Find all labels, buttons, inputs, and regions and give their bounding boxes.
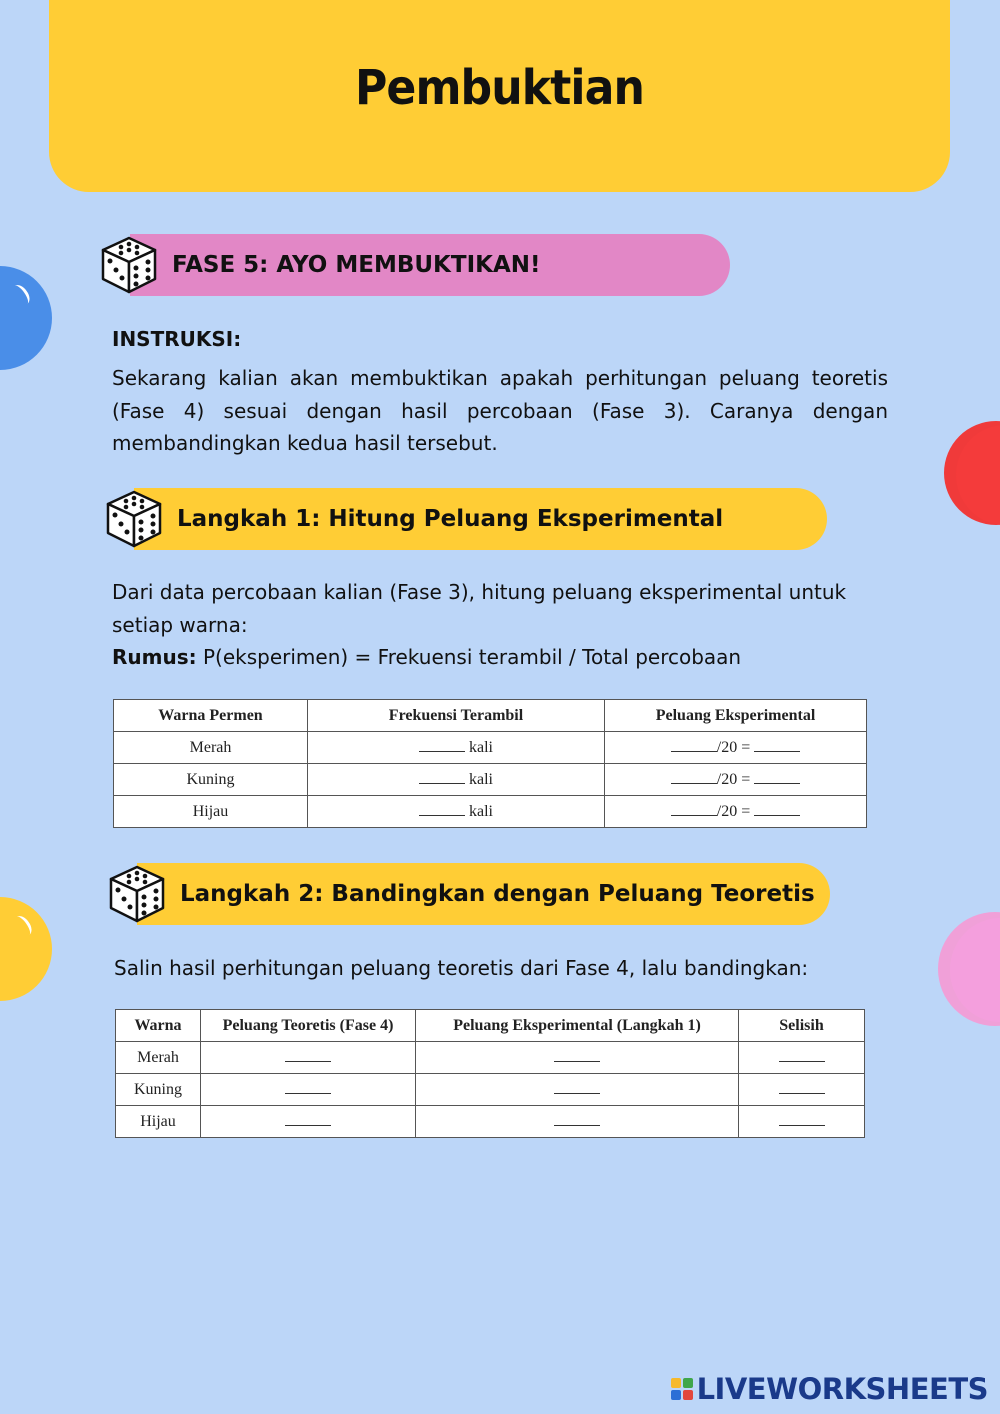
- table-row: [116, 1074, 865, 1106]
- table-header: Selisih: [739, 1010, 865, 1042]
- color-cell: Hijau: [116, 1106, 201, 1138]
- dice-icon: [106, 863, 168, 925]
- probability-cell[interactable]: [605, 764, 867, 796]
- blank-field[interactable]: [554, 1114, 600, 1126]
- step1-banner: [134, 488, 827, 550]
- probability-cell[interactable]: [605, 732, 867, 764]
- blank-field[interactable]: [419, 738, 465, 752]
- experimental-probability-table: [113, 699, 867, 828]
- formula-label: Rumus:: [112, 645, 197, 669]
- blank-field[interactable]: [671, 770, 717, 784]
- table-header: Peluang Teoretis (Fase 4): [201, 1010, 416, 1042]
- table-header: Peluang Eksperimental: [605, 700, 867, 732]
- difference-cell[interactable]: [739, 1042, 865, 1074]
- theoretical-cell[interactable]: [201, 1042, 416, 1074]
- theoretical-cell[interactable]: [201, 1106, 416, 1138]
- yellow-bubble-decoration: [0, 897, 52, 1001]
- frequency-unit: kali: [469, 803, 493, 820]
- table-header: Frekuensi Terambil: [308, 700, 605, 732]
- frequency-unit: kali: [469, 739, 493, 756]
- table-row: [114, 732, 867, 764]
- theoretical-cell[interactable]: [201, 1074, 416, 1106]
- color-cell: Merah: [114, 732, 308, 764]
- blank-field[interactable]: [754, 770, 800, 784]
- color-cell: Kuning: [116, 1074, 201, 1106]
- color-cell: Kuning: [114, 764, 308, 796]
- liveworksheets-logo-icon: [671, 1378, 693, 1400]
- page-title: Pembuktian: [354, 60, 645, 116]
- phase-title: FASE 5: AYO MEMBUKTIKAN!: [172, 252, 541, 278]
- blank-field[interactable]: [754, 802, 800, 816]
- color-cell: Merah: [116, 1042, 201, 1074]
- phase-banner: [130, 234, 730, 296]
- experimental-cell[interactable]: [416, 1106, 739, 1138]
- blank-field[interactable]: [419, 802, 465, 816]
- frequency-cell[interactable]: [308, 796, 605, 828]
- table-header: Warna: [116, 1010, 201, 1042]
- probability-denominator: /20 =: [716, 739, 751, 756]
- blank-field[interactable]: [285, 1114, 331, 1126]
- table-row: [114, 796, 867, 828]
- blank-field[interactable]: [285, 1082, 331, 1094]
- blank-field[interactable]: [419, 770, 465, 784]
- frequency-cell[interactable]: [308, 764, 605, 796]
- difference-cell[interactable]: [739, 1074, 865, 1106]
- probability-denominator: /20 =: [716, 803, 751, 820]
- blank-field[interactable]: [779, 1114, 825, 1126]
- table-row: [114, 764, 867, 796]
- frequency-cell[interactable]: [308, 732, 605, 764]
- dice-icon: [98, 234, 160, 296]
- formula-line: [112, 641, 872, 674]
- frequency-unit: kali: [469, 771, 493, 788]
- brand-name: LIVEWORKSHEETS: [696, 1372, 988, 1406]
- blank-field[interactable]: [671, 802, 717, 816]
- probability-cell[interactable]: [605, 796, 867, 828]
- step1-body: [112, 576, 872, 674]
- step2-banner: [137, 863, 830, 925]
- experimental-cell[interactable]: [416, 1042, 739, 1074]
- step1-title: Langkah 1: Hitung Peluang Eksperimental: [177, 506, 724, 532]
- blank-field[interactable]: [671, 738, 717, 752]
- table-header: Peluang Eksperimental (Langkah 1): [416, 1010, 739, 1042]
- blank-field[interactable]: [754, 738, 800, 752]
- red-bubble-decoration: [944, 421, 1000, 525]
- step1-description: Dari data percobaan kalian (Fase 3), hitung peluang eksperimental untuk setiap warna:: [112, 580, 847, 637]
- blank-field[interactable]: [285, 1050, 331, 1062]
- table-header-row: [114, 700, 867, 732]
- table-header: Warna Permen: [114, 700, 308, 732]
- formula-text: P(eksperimen) = Frekuensi terambil / Total percobaan: [196, 645, 742, 669]
- color-cell: Hijau: [114, 796, 308, 828]
- blue-bubble-decoration: [0, 266, 52, 370]
- experimental-cell[interactable]: [416, 1074, 739, 1106]
- instructions-body: Sekarang kalian akan membuktikan apakah perhitungan peluang teoretis (Fase 4) sesuai dengan hasil percobaan (Fase 3). Caranya dengan membandingkan kedua hasil tersebut.: [112, 366, 888, 455]
- blank-field[interactable]: [554, 1082, 600, 1094]
- table-header-row: [116, 1010, 865, 1042]
- table-row: [116, 1042, 865, 1074]
- probability-denominator: /20 =: [716, 771, 751, 788]
- table-row: [116, 1106, 865, 1138]
- blank-field[interactable]: [779, 1050, 825, 1062]
- dice-icon: [103, 488, 165, 550]
- blank-field[interactable]: [779, 1082, 825, 1094]
- pink-bubble-decoration: [938, 912, 1000, 1026]
- blank-field[interactable]: [554, 1050, 600, 1062]
- difference-cell[interactable]: [739, 1106, 865, 1138]
- step2-description: Salin hasil perhitungan peluang teoretis dari Fase 4, lalu bandingkan:: [114, 956, 809, 980]
- page-header: [49, 0, 950, 192]
- step2-title: Langkah 2: Bandingkan dengan Peluang Teoretis: [180, 881, 815, 907]
- instructions-heading: INSTRUKSI:: [112, 327, 242, 351]
- comparison-table: [115, 1009, 865, 1138]
- liveworksheets-brand[interactable]: [671, 1372, 988, 1406]
